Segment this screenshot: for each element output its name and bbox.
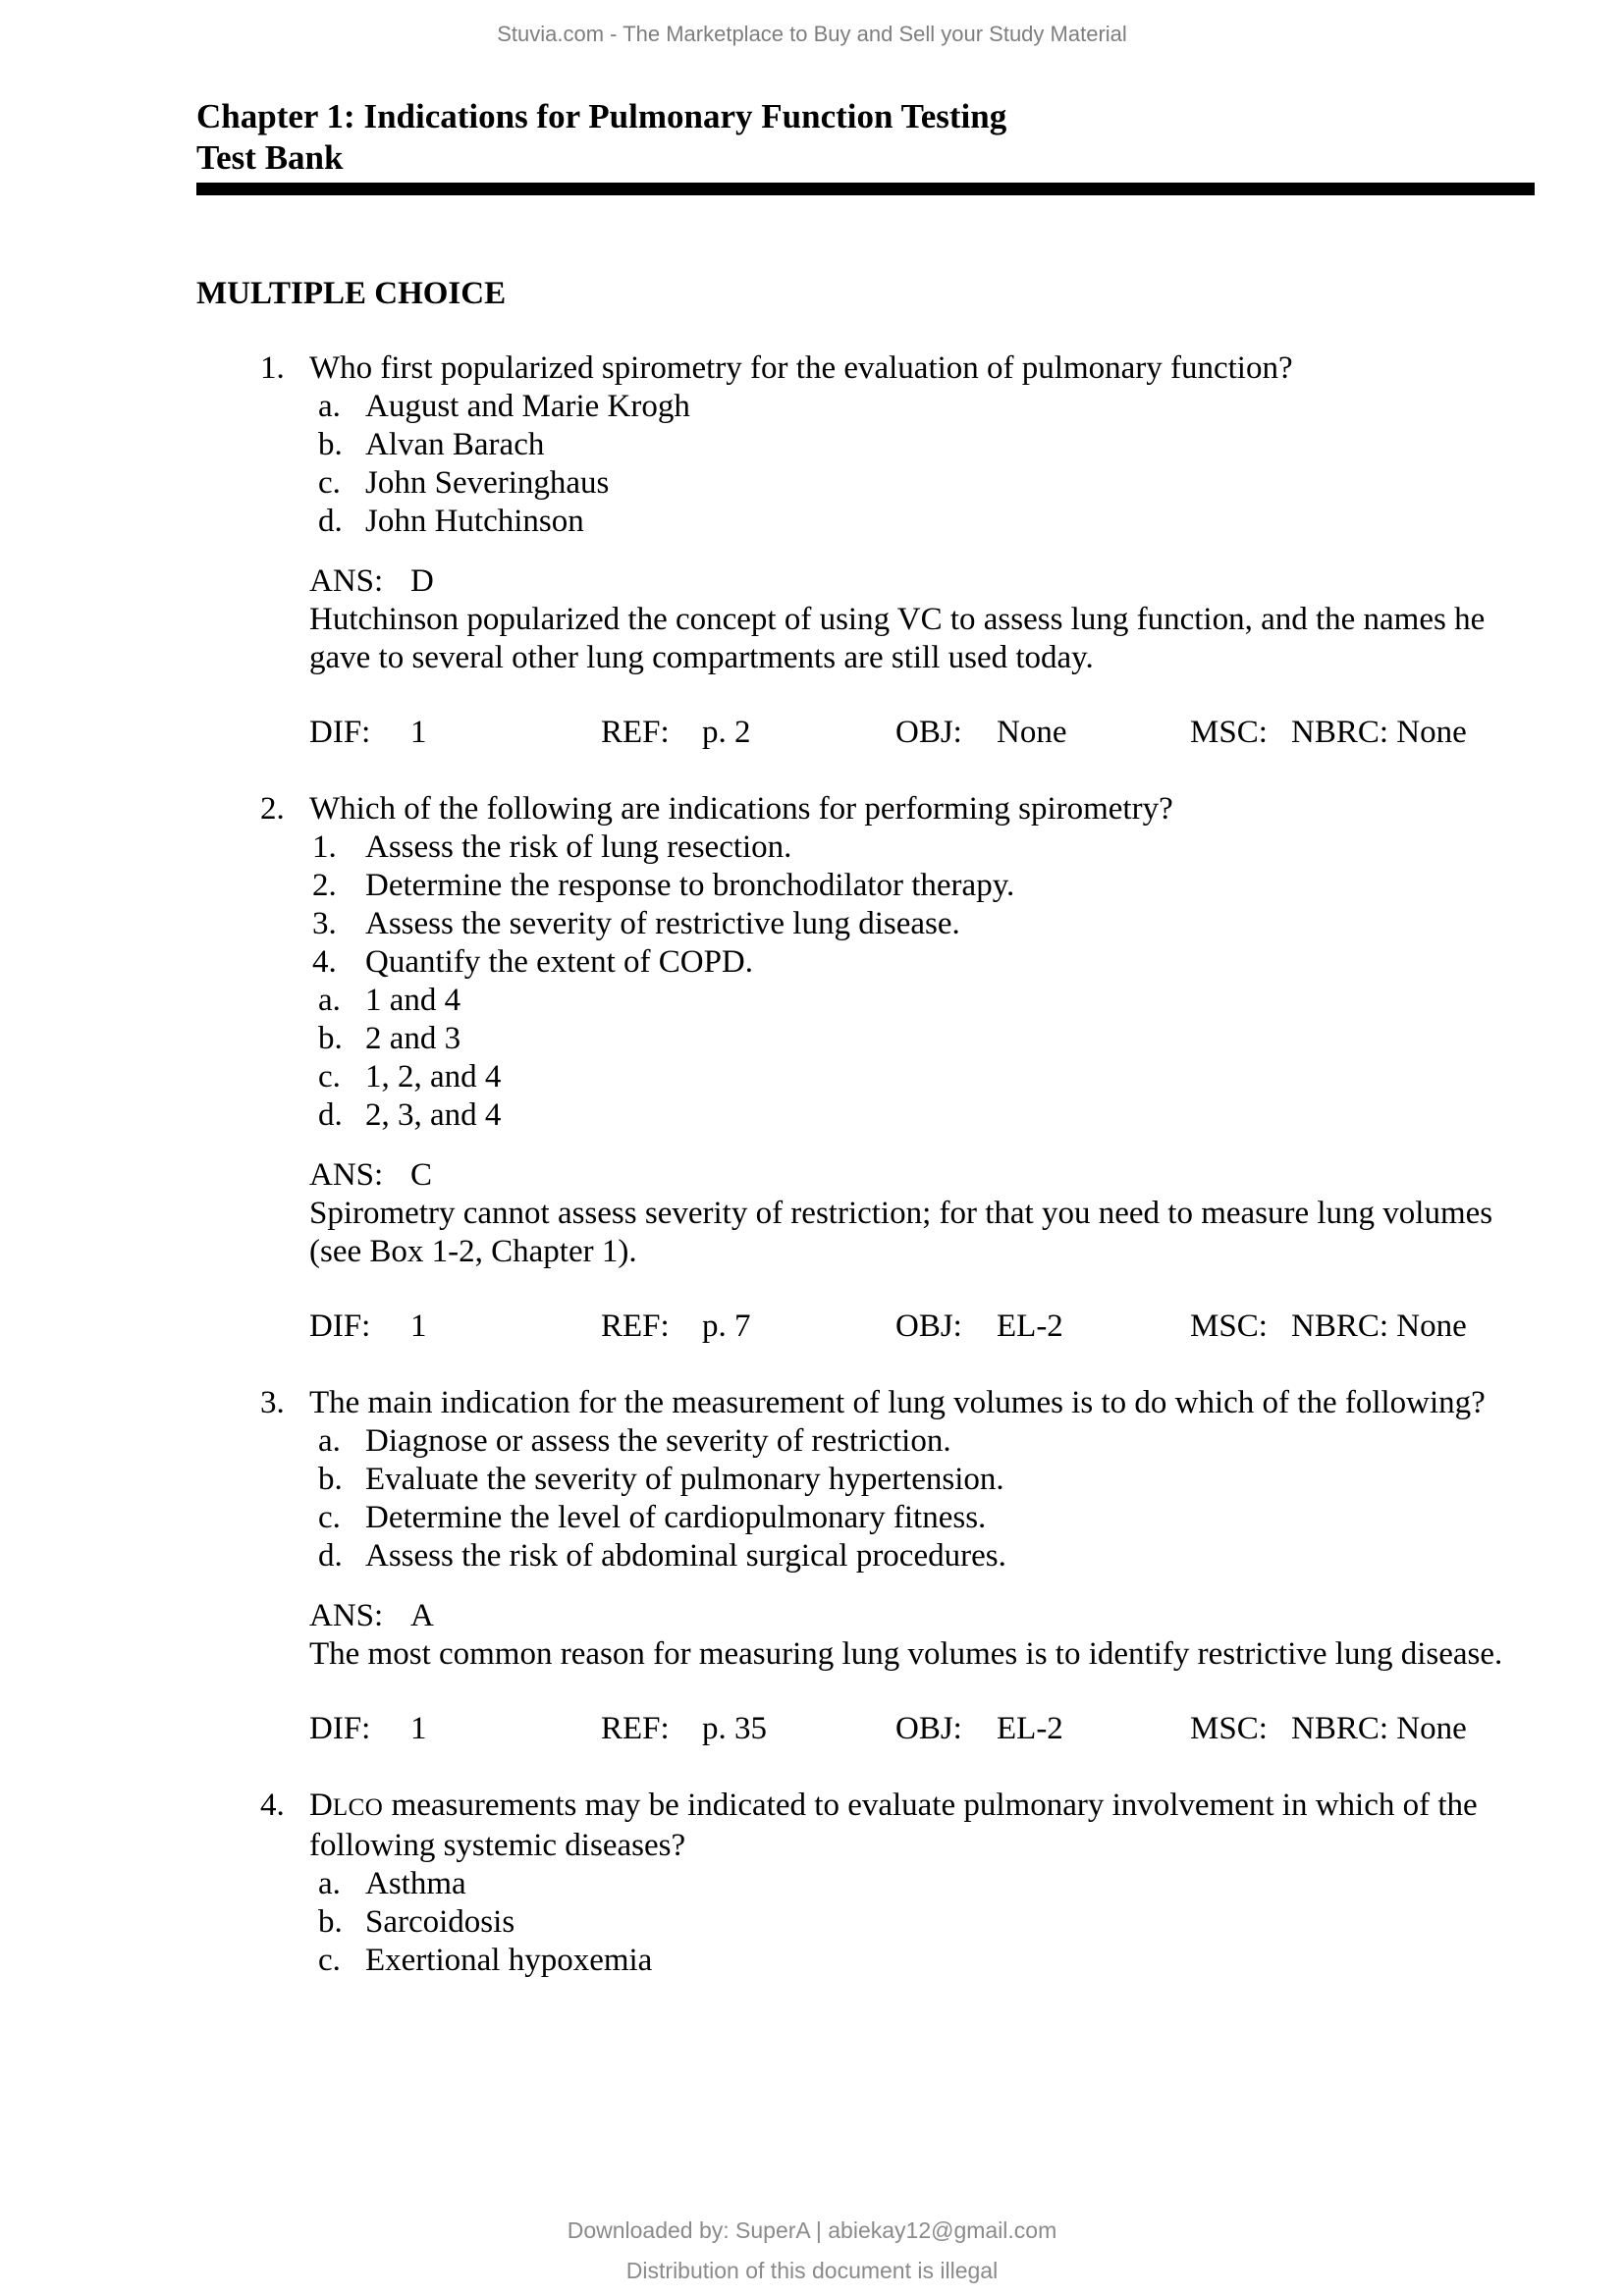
dif-value: 1	[410, 715, 427, 750]
question-number: 3.	[260, 1385, 285, 1420]
choice-a	[318, 1865, 1546, 1903]
question-body	[309, 1384, 1546, 1748]
choice-c	[318, 464, 1546, 503]
choice-text: Evaluate the severity of pulmonary hypertension.	[365, 1462, 1004, 1497]
choice-a	[318, 388, 1546, 426]
item-text: Assess the risk of lung resection.	[365, 829, 792, 865]
title-line-2: Test Bank	[196, 138, 344, 177]
choice-letter: b.	[318, 1021, 343, 1056]
choice-d	[318, 1096, 1546, 1135]
item-text: Assess the severity of restrictive lung disease.	[365, 906, 960, 941]
site-footer	[0, 2211, 1624, 2291]
answer-value: C	[410, 1157, 433, 1193]
choice-text: Diagnose or assess the severity of restriction.	[365, 1423, 951, 1459]
footer-distribution-notice: Distribution of this document is illegal	[625, 2258, 999, 2283]
choice-letter: c.	[318, 1059, 341, 1095]
choice-text: 2, 3, and 4	[365, 1097, 502, 1133]
dif-value: 1	[410, 1308, 427, 1344]
question-text: Which of the following are indications for performing spirometry?	[309, 791, 1173, 827]
obj-field	[895, 1308, 1190, 1346]
meta-row	[309, 714, 1546, 752]
meta-row	[309, 1308, 1546, 1346]
item-text: Determine the response to bronchodilator therapy.	[365, 868, 1015, 903]
obj-value: EL-2	[997, 1308, 1063, 1344]
document-title	[196, 96, 1546, 179]
answer-row	[309, 1156, 1546, 1195]
question-1	[196, 349, 1546, 752]
choice-text: Sarcoidosis	[365, 1904, 515, 1940]
question-text-smallcaps: LCO	[332, 1794, 384, 1821]
ref-field	[601, 1710, 895, 1748]
choice-letter: b.	[318, 427, 343, 462]
choice-letter: a.	[318, 389, 341, 424]
choice-text: John Hutchinson	[365, 504, 584, 539]
choice-b	[318, 1020, 1546, 1058]
meta-row	[309, 1710, 1546, 1748]
choice-letter: d.	[318, 1538, 343, 1574]
msc-value: NBRC: None	[1291, 715, 1467, 750]
dif-label: DIF:	[309, 1308, 371, 1344]
ref-label: REF:	[601, 1308, 670, 1344]
ref-value: p. 35	[702, 1711, 767, 1746]
choice-letter: c.	[318, 1500, 341, 1535]
choice-c	[318, 1058, 1546, 1096]
ref-field	[601, 714, 895, 752]
indication-list	[312, 828, 1546, 982]
choice-list	[318, 388, 1546, 541]
answer-label: ANS:	[309, 1598, 384, 1633]
footer-downloaded-by: Downloaded by: SuperA | abiekay12@gmail.com	[567, 2217, 1057, 2243]
msc-field	[1190, 1710, 1546, 1748]
item-number: 1.	[312, 829, 337, 865]
question-4	[196, 1787, 1546, 1980]
choice-d	[318, 503, 1546, 541]
dif-field	[309, 714, 601, 752]
question-body	[309, 790, 1546, 1346]
obj-value: None	[997, 715, 1067, 750]
dif-label: DIF:	[309, 1711, 371, 1746]
question-text: The main indication for the measurement of lung volumes is to do which of the following?	[309, 1385, 1486, 1420]
choice-a	[318, 982, 1546, 1020]
choice-list	[318, 982, 1546, 1135]
choice-letter: a.	[318, 1423, 341, 1459]
question-number: 1.	[260, 350, 285, 386]
item-number: 2.	[312, 868, 337, 903]
indication-2	[312, 867, 1546, 905]
obj-value: EL-2	[997, 1711, 1063, 1746]
ref-field	[601, 1308, 895, 1346]
question-text	[309, 1787, 1546, 1865]
choice-a	[318, 1422, 1546, 1461]
question-text-prefix: D	[309, 1788, 333, 1823]
choice-b	[318, 426, 1546, 464]
question-body	[309, 349, 1546, 752]
answer-value: A	[410, 1598, 434, 1633]
choice-text: John Severinghaus	[365, 465, 610, 501]
obj-label: OBJ:	[895, 1308, 962, 1344]
question-number: 2.	[260, 791, 285, 827]
answer-row	[309, 562, 1546, 601]
choice-letter: b.	[318, 1904, 343, 1940]
choice-text: August and Marie Krogh	[365, 389, 690, 424]
choice-text: Exertional hypoxemia	[365, 1943, 653, 1978]
choice-letter: c.	[318, 1943, 341, 1978]
site-header-text: Stuvia.com - The Marketplace to Buy and Sell your Study Material	[497, 22, 1127, 46]
choice-text: 1, 2, and 4	[365, 1059, 502, 1095]
msc-label: MSC:	[1190, 1308, 1268, 1344]
indication-1	[312, 828, 1546, 867]
site-header	[0, 22, 1624, 47]
choice-letter: d.	[318, 504, 343, 539]
obj-field	[895, 714, 1190, 752]
ref-label: REF:	[601, 715, 670, 750]
answer-value: D	[410, 563, 434, 599]
obj-label: OBJ:	[895, 1711, 962, 1746]
choice-letter: a.	[318, 1866, 341, 1901]
indication-4	[312, 943, 1546, 982]
choice-letter: a.	[318, 983, 341, 1018]
choice-letter: c.	[318, 465, 341, 501]
question-3	[196, 1384, 1546, 1748]
question-text: Who first popularized spirometry for the evaluation of pulmonary function?	[309, 350, 1293, 386]
choice-c	[318, 1942, 1546, 1980]
ref-value: p. 2	[702, 715, 751, 750]
section-heading: MULTIPLE CHOICE	[196, 276, 507, 311]
obj-label: OBJ:	[895, 715, 962, 750]
choice-letter: b.	[318, 1462, 343, 1497]
question-number: 4.	[260, 1788, 285, 1823]
dif-field	[309, 1710, 601, 1748]
feedback-text: The most common reason for measuring lung volumes is to identify restrictive lung disease.	[309, 1636, 1503, 1672]
choice-list	[318, 1865, 1546, 1980]
choice-b	[318, 1461, 1546, 1499]
msc-value: NBRC: None	[1291, 1308, 1467, 1344]
item-number: 3.	[312, 906, 337, 941]
msc-label: MSC:	[1190, 715, 1268, 750]
title-line-1: Chapter 1: Indications for Pulmonary Function Testing	[196, 97, 1007, 135]
ref-label: REF:	[601, 1711, 670, 1746]
choice-text: Assess the risk of abdominal surgical procedures.	[365, 1538, 1006, 1574]
feedback-text: Spirometry cannot assess severity of restriction; for that you need to measure lung volumes (see Box 1-2, Chapter 1).	[309, 1196, 1493, 1269]
choice-b	[318, 1903, 1546, 1942]
choice-text: 2 and 3	[365, 1021, 461, 1056]
title-rule	[196, 183, 1535, 195]
document-content	[196, 96, 1546, 1980]
choice-d	[318, 1537, 1546, 1575]
msc-value: NBRC: None	[1291, 1711, 1467, 1746]
msc-label: MSC:	[1190, 1711, 1268, 1746]
indication-3	[312, 905, 1546, 943]
ref-value: p. 7	[702, 1308, 751, 1344]
dif-label: DIF:	[309, 715, 371, 750]
choice-letter: d.	[318, 1097, 343, 1133]
question-text-rest: measurements may be indicated to evaluate pulmonary involvement in which of the following systemic diseases?	[309, 1788, 1478, 1863]
item-number: 4.	[312, 944, 337, 980]
obj-field	[895, 1710, 1190, 1748]
dif-field	[309, 1308, 601, 1346]
answer-label: ANS:	[309, 563, 384, 599]
choice-text: Determine the level of cardiopulmonary fitness.	[365, 1500, 987, 1535]
question-2	[196, 790, 1546, 1346]
item-text: Quantify the extent of COPD.	[365, 944, 754, 980]
choice-text: Alvan Barach	[365, 427, 545, 462]
choice-text: Asthma	[365, 1866, 466, 1901]
dif-value: 1	[410, 1711, 427, 1746]
choice-list	[318, 1422, 1546, 1575]
feedback-text: Hutchinson popularized the concept of using VC to assess lung function, and the names he gave to several other lung compartments are still used today.	[309, 602, 1486, 675]
msc-field	[1190, 1308, 1546, 1346]
answer-row	[309, 1597, 1546, 1635]
msc-field	[1190, 714, 1546, 752]
choice-c	[318, 1499, 1546, 1537]
question-body	[309, 1787, 1546, 1980]
answer-label: ANS:	[309, 1157, 384, 1193]
choice-text: 1 and 4	[365, 983, 461, 1018]
